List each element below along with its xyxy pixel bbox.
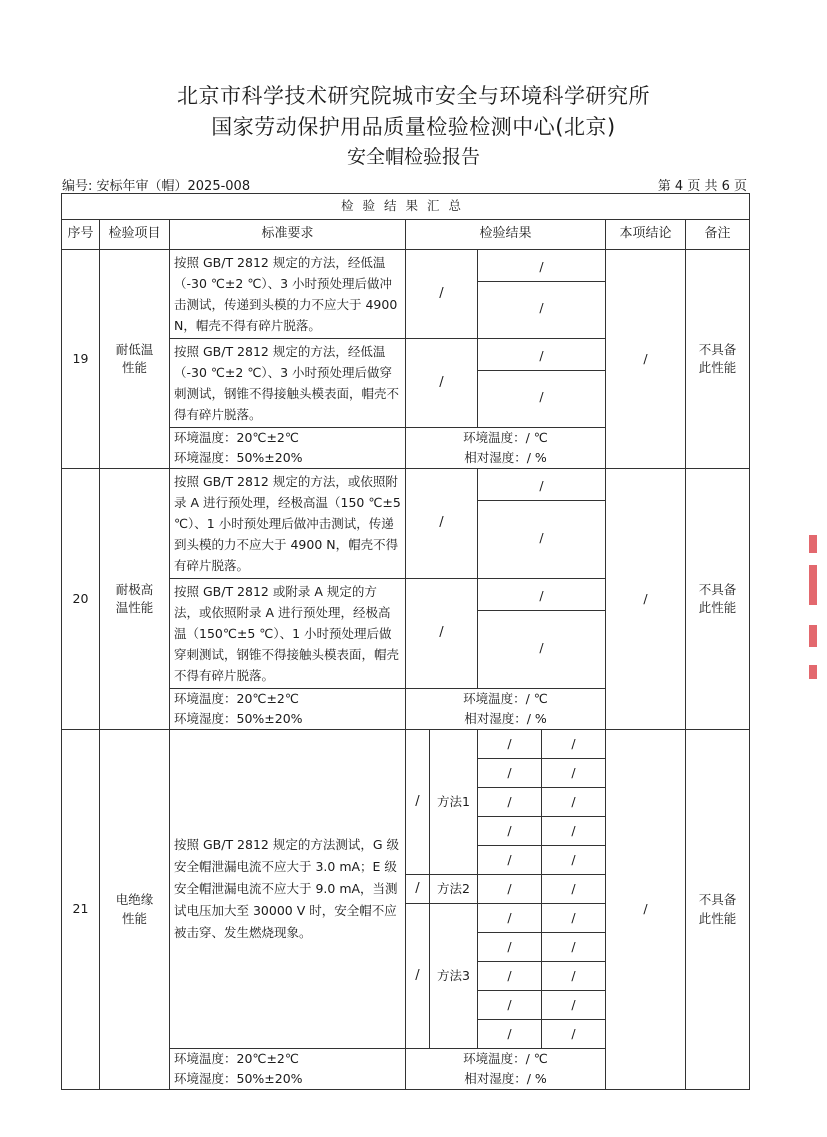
result-slash: / [406,730,430,875]
environment-result: 环境温度：/ ℃ 相对湿度：/ % [406,1049,606,1090]
result-value: / [478,817,542,846]
summary-title: 检验结果汇总 [62,194,750,220]
result-value: / [542,1020,606,1049]
result-value: / [507,1025,512,1041]
test-item: 电绝缘性能 [100,730,170,1090]
result-value: / [478,962,542,991]
requirement-text: 按照 GB/T 2812 规定的方法，经低温（-30 ℃±2 ℃）、3 小时预处理后做穿刺测试，钢锥不得接触头模表面，帽壳不得有碎片脱落。 [170,339,406,428]
row-number: 19 [62,250,100,469]
table-row [62,250,750,339]
result-value: / [507,880,512,896]
method-label: 方法3 [430,904,478,1049]
method-results [478,904,606,1049]
table-row [62,730,750,875]
row-number: 21 [62,730,100,1090]
result-subcells [478,250,606,339]
environment-requirement: 环境温度：20℃±2℃ 环境湿度：50%±20% [170,689,406,730]
conclusion: / [606,730,686,1090]
result-value: / [478,342,605,371]
requirement-text: 按照 GB/T 2812 规定的方法，或依照附录 A 进行预处理，经极高温（150 ℃±5 ℃）、1 小时预处理后做冲击测试，传递到头模的力不应大于 4900 N，帽壳不得有碎片脱落。 [170,469,406,579]
requirement-text: 按照 GB/T 2812 规定的方法测试，G 级安全帽泄漏电流不应大于 3.0 mA；E 级安全帽泄漏电流不应大于 9.0 mA，当测试电压加大至 30000 V 时，安全帽不应被击穿、发生燃烧现象。 [170,730,406,1049]
institute-name: 北京市科学技术研究院城市安全与环境科学研究所 [177,84,650,108]
result-value: / [507,851,512,867]
conclusion: / [606,469,686,730]
result-slash: / [406,875,430,904]
result-value: / [478,730,542,759]
result-value: / [542,933,606,962]
result-value: / [478,253,605,282]
result-value: / [539,300,544,316]
col-header-conclusion: 本项结论 [606,220,686,250]
page-number: 第 4 页 共 6 页 [657,179,747,194]
row-number: 20 [62,469,100,730]
result-value: / [539,639,544,655]
table-row [62,469,750,579]
result-slash: / [406,579,478,689]
result-value: / [542,904,606,933]
col-header-result: 检验结果 [406,220,606,250]
environment-requirement: 环境温度：20℃±2℃ 环境湿度：50%±20% [170,428,406,469]
table-header [62,220,750,250]
environment-result: 环境温度：/ ℃ 相对湿度：/ % [406,689,606,730]
result-slash: / [406,339,478,428]
result-value: / [542,875,606,903]
result-value: / [478,472,605,501]
result-value: / [478,788,542,817]
remark: 不具备此性能 [686,730,750,1090]
result-value: / [478,904,542,933]
result-value: / [542,759,606,788]
method-results [478,730,606,875]
result-value: / [542,846,606,875]
col-header-no: 序号 [62,220,100,250]
result-slash: / [406,250,478,339]
col-header-item: 检验项目 [100,220,170,250]
result-slash: / [406,904,430,1049]
environment-result: 环境温度：/ ℃ 相对湿度：/ % [406,428,606,469]
result-value: / [542,730,606,759]
result-value: / [539,529,544,545]
result-value: / [542,817,606,846]
result-value: / [478,759,542,788]
center-name: 国家劳动保护用品质量检验检测中心(北京) [211,115,616,139]
result-subcells [478,339,606,428]
results-table [61,193,750,1090]
result-subcells [478,469,606,579]
result-value: / [478,582,605,611]
result-value: / [542,788,606,817]
remark: 不具备此性能 [686,250,750,469]
col-header-remark: 备注 [686,220,750,250]
col-header-requirement: 标准要求 [170,220,406,250]
result-value: / [542,962,606,991]
method-label: 方法1 [430,730,478,875]
report-title: 安全帽检验报告 [346,146,480,168]
seal-edge-mark [809,535,819,685]
test-item: 耐低温性能 [100,250,170,469]
result-value: / [539,389,544,405]
method-label: 方法2 [430,875,478,904]
report-number: 编号: 安标年审（帽）2025-008 [62,179,251,194]
method-results [478,875,606,904]
result-value: / [478,933,542,962]
requirement-text: 按照 GB/T 2812 规定的方法，经低温（-30 ℃±2 ℃）、3 小时预处理后做冲击测试，传递到头模的力不应大于 4900 N，帽壳不得有碎片脱落。 [170,250,406,339]
test-item: 耐极高温性能 [100,469,170,730]
result-value: / [478,991,542,1020]
remark: 不具备此性能 [686,469,750,730]
conclusion: / [606,250,686,469]
environment-requirement: 环境温度：20℃±2℃ 环境湿度：50%±20% [170,1049,406,1090]
requirement-text: 按照 GB/T 2812 或附录 A 规定的方法，或依照附录 A 进行预处理，经极高温（150℃±5 ℃）、1 小时预处理后做穿刺测试，钢锥不得接触头模表面，帽壳不得有碎片脱落。 [170,579,406,689]
result-slash: / [406,469,478,579]
result-subcells [478,579,606,689]
result-value: / [542,991,606,1020]
